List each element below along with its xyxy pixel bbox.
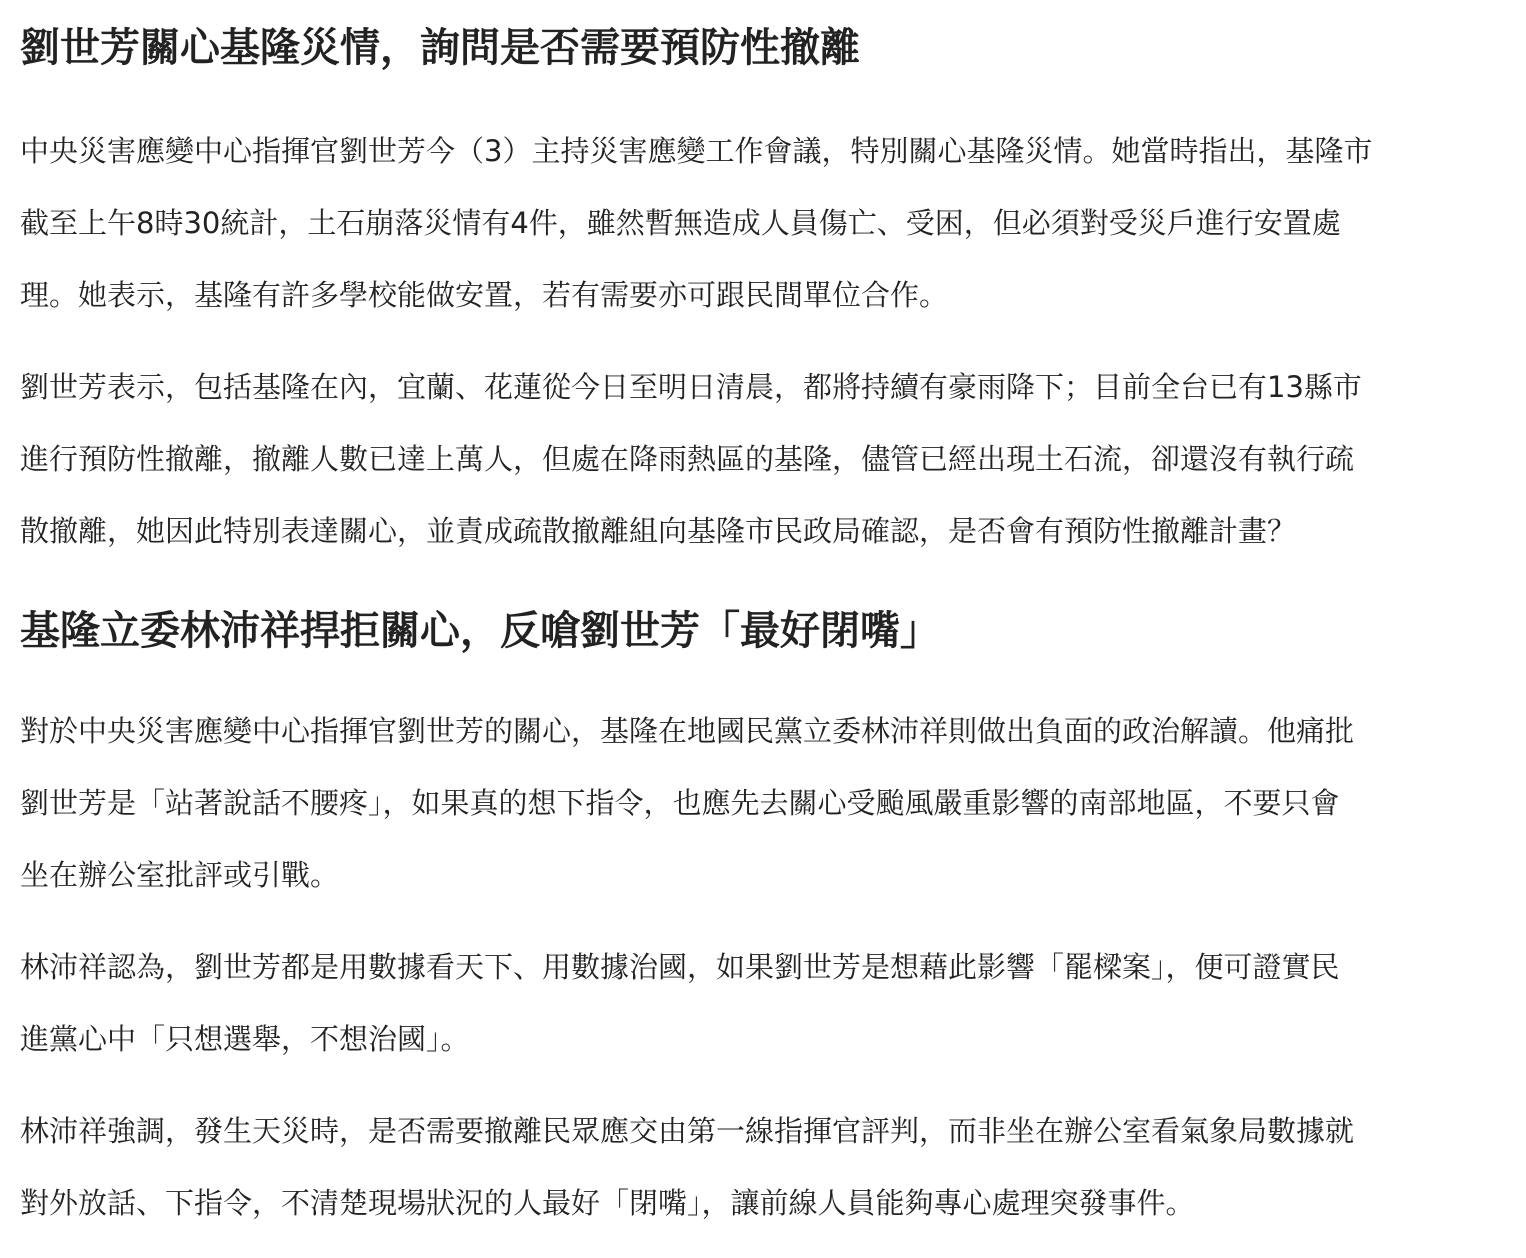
- paragraph-line: 林沛祥認為，劉世芳都是用數據看天下、用數據治國，如果劉世芳是想藉此影響「罷樑案」，便可證實民: [20, 950, 1340, 984]
- section-heading-1: 劉世芳關心基隆災情，詢問是否需要預防性撤離: [20, 25, 860, 71]
- paragraph-line: 進行預防性撤離，撤離人數已達上萬人，但處在降雨熱區的基隆，儘管已經出現土石流，卻還沒有執行疏: [20, 442, 1355, 476]
- paragraph-1: [20, 115, 1516, 331]
- paragraph-4: [20, 931, 1516, 1075]
- paragraph-5: [20, 1095, 1516, 1239]
- paragraph-line: 對外放話、下指令，不清楚現場狀況的人最好「閉嘴」，讓前線人員能夠專心處理突發事件。: [20, 1186, 1195, 1220]
- paragraph-3: [20, 695, 1516, 911]
- paragraph-line: 中央災害應變中心指揮官劉世芳今（3）主持災害應變工作會議，特別關心基隆災情。她當時指出，基隆市: [20, 134, 1373, 168]
- paragraph-2: [20, 351, 1516, 567]
- paragraph-line: 劉世芳是「站著說話不腰疼」，如果真的想下指令，也應先去關心受颱風嚴重影響的南部地區，不要只會: [20, 786, 1340, 820]
- paragraph-line: 林沛祥強調，發生天災時，是否需要撤離民眾應交由第一線指揮官評判，而非坐在辦公室看氣象局數據就: [20, 1114, 1355, 1148]
- paragraph-line: 截至上午8時30統計，土石崩落災情有4件，雖然暫無造成人員傷亡、受困，但必須對受災戶進行安置處: [20, 206, 1341, 240]
- paragraph-line: 理。她表示，基隆有許多學校能做安置，若有需要亦可跟民間單位合作。: [20, 278, 949, 312]
- paragraph-line: 對於中央災害應變中心指揮官劉世芳的關心，基隆在地國民黨立委林沛祥則做出負面的政治解讀。他痛批: [20, 714, 1355, 748]
- paragraph-line: 進黨心中「只想選舉，不想治國」。: [20, 1022, 470, 1056]
- paragraph-line: 散撤離，她因此特別表達關心，並責成疏散撤離組向基隆市民政局確認，是否會有預防性撤離計畫？: [20, 514, 1297, 548]
- paragraph-line: 劉世芳表示，包括基隆在內，宜蘭、花蓮從今日至明日清晨，都將持續有豪雨降下；目前全台已有13縣市: [20, 370, 1362, 404]
- paragraph-line: 坐在辦公室批評或引戰。: [20, 858, 340, 892]
- section-heading-2: 基隆立委林沛祥捍拒關心，反嗆劉世芳「最好閉嘴」: [20, 608, 940, 654]
